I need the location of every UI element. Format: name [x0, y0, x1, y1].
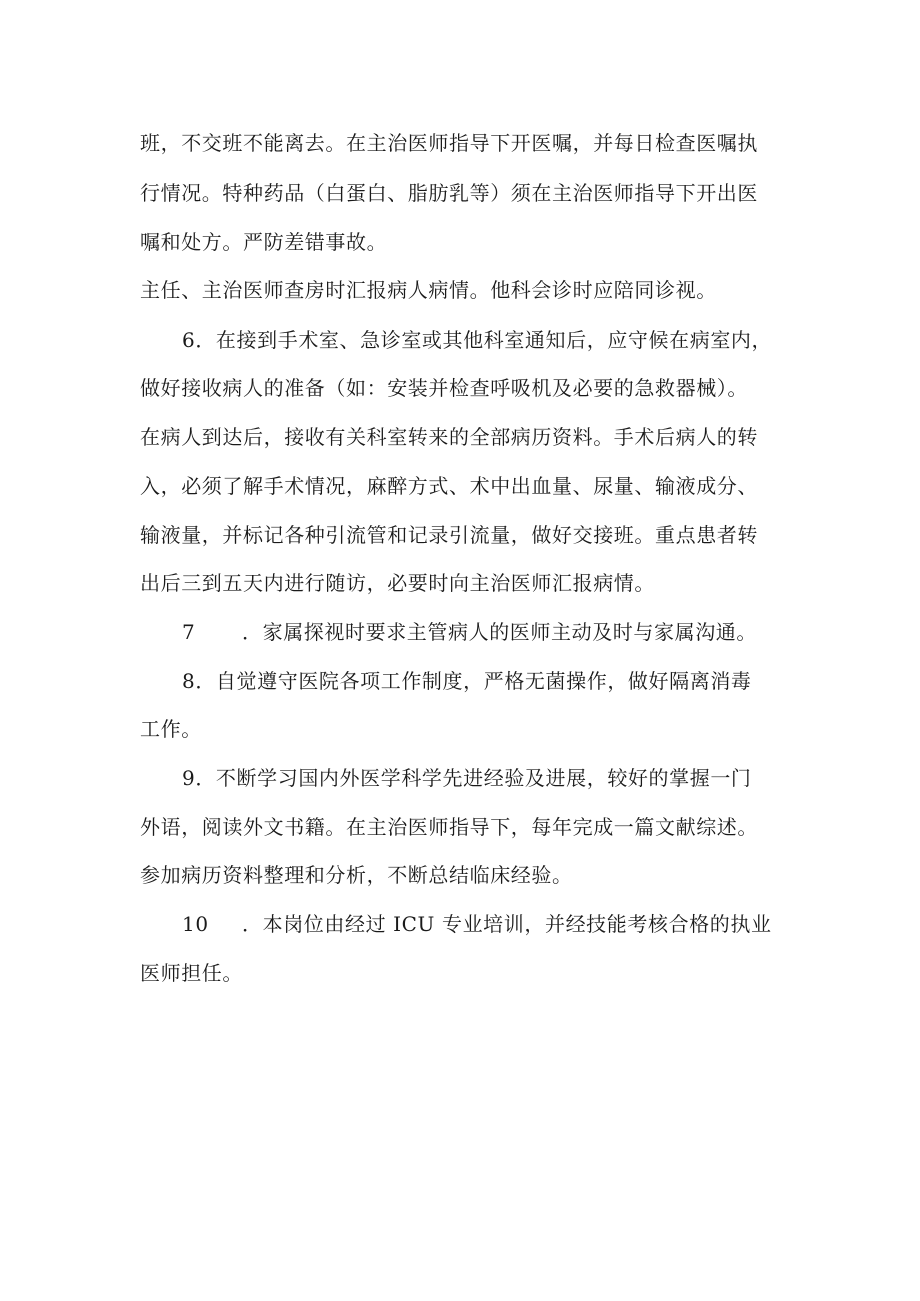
text-line: 入，必须了解手术情况，麻醉方式、术中出血量、尿量、输液成分、	[140, 474, 758, 498]
text-line: 参加病历资料整理和分析，不断总结临床经验。	[140, 863, 573, 887]
text-line: 做好接收病人的准备（如：安装并检查呼吸机及必要的急救器械）。	[140, 376, 748, 400]
text-line: 在病人到达后，接收有关科室转来的全部病历资料。手术后病人的转	[140, 425, 758, 449]
text-line: 输液量，并标记各种引流管和记录引流量，做好交接班。重点患者转	[140, 523, 758, 547]
text-line: 外语，阅读外文书籍。在主治医师指导下，每年完成一篇文献综述。	[140, 815, 758, 839]
text-line: 出后三到五天内进行随访，必要时向主治医师汇报病情。	[140, 571, 655, 595]
item-6-line	[182, 328, 772, 352]
item-text: ．在接到手术室、急诊室或其他科室通知后，应守候在病室内，	[195, 328, 773, 352]
item-10-line	[182, 912, 772, 936]
text-line: 主任、主治医师查房时汇报病人病情。他科会诊时应陪同诊视。	[140, 278, 717, 302]
text-line: 行情况。特种药品（白蛋白、脂肪乳等）须在主治医师指导下开出医	[140, 181, 758, 205]
item-number: 9	[182, 766, 196, 790]
text-line: 工作。	[140, 717, 202, 741]
item-8-line	[182, 669, 752, 693]
item-text: ．本岗位由经过 ICU 专业培训，并经技能考核合格的执业	[242, 912, 772, 936]
item-text: ．不断学习国内外医学科学先进经验及进展，较好的掌握一门	[195, 766, 752, 790]
text-line: 嘱和处方。严防差错事故。	[140, 230, 388, 254]
item-number: 10	[182, 912, 209, 936]
item-9-line	[182, 766, 752, 790]
item-7-line	[182, 620, 757, 644]
text-line: 班，不交班不能离去。在主治医师指导下开医嘱，并每日检查医嘱执	[140, 131, 758, 155]
text-line: 医师担任。	[140, 961, 243, 985]
item-number: 8	[182, 669, 196, 693]
item-text: ．自觉遵守医院各项工作制度，严格无菌操作，做好隔离消毒	[195, 669, 752, 693]
item-text: ．家属探视时要求主管病人的医师主动及时与家属沟通。	[242, 620, 757, 644]
item-number: 7	[182, 620, 196, 644]
item-number: 6	[182, 328, 196, 352]
